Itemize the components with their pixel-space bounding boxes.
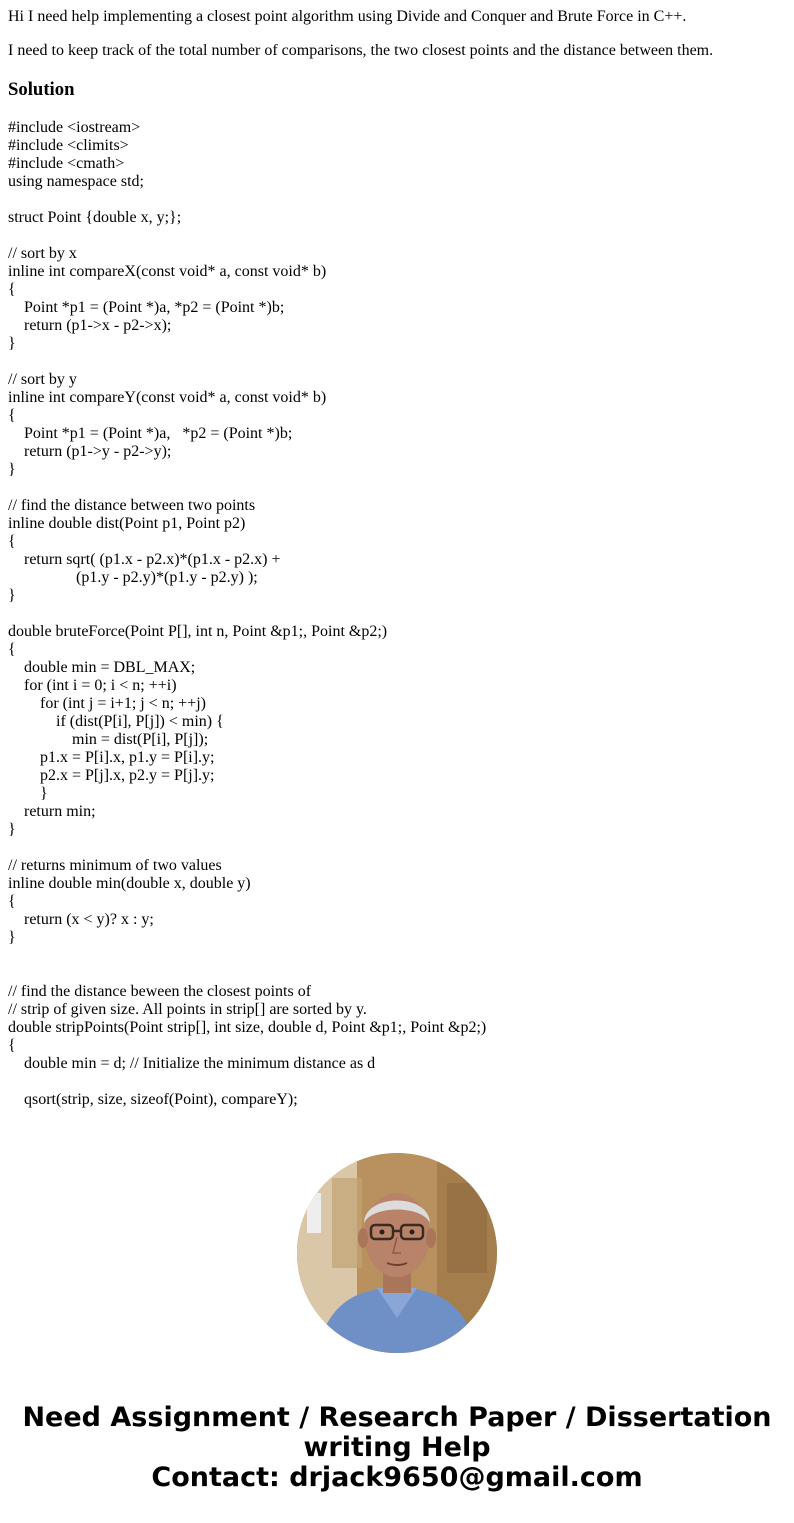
question-line-2: I need to keep track of the total number of comparisons, the two closest points and the distance between them.: [8, 42, 714, 59]
question-line-1: Hi I need help implementing a closest point algorithm using Divide and Conquer and Brute Force in C++.: [8, 8, 687, 25]
author-photo: [297, 1153, 497, 1353]
banner-line-3: Contact: drjack9650@gmail.com: [151, 1462, 643, 1493]
contact-banner: [0, 1403, 794, 1493]
solution-code-block: #include <iostream> #include <climits> #include <cmath> using namespace std; struct Point {double x, y;}; // sort by x inline int compareX(const void* a, const void* b) { Point *p1 = (Point *)a, *p2 = (Point *)b; return (p1->x - p2->x); } // sort by y inline int compareY(const void* a, const void* b) { Point *p1 = (Point *)a, *p2 = (Point *)b; return (p1->y - p2->y); } // find the distance between two points inline double dist(Point p1, Point p2) { return sqrt( (p1.x - p2.x)*(p1.x - p2.x) + (p1.y - p2.y)*(p1.y - p2.y) ); } double bruteForce(Point P[], int n, Point &p1;, Point &p2;) { double min = DBL_MAX; for (int i = 0; i < n; ++i) for (int j = i+1; j < n; ++j) if (dist(P[i], P[j]) < min) { min = dist(P[i], P[j]); p1.x = P[i].x, p1.y = P[i].y; p2.x = P[j].x, p2.y = P[j].y; } return min; } // returns minimum of two values inline double min(double x, double y) { return (x < y)? x : y; } // find the distance beween the closest points of // strip of given size. All points in strip[] are sorted by y. double stripPoints(Point strip[], int size, double d, Point &p1;, Point &p2;) { double min = d; // Initialize the minimum distance as d qsort(strip, size, sizeof(Point), compareY);: [8, 119, 487, 1108]
banner-line-2: writing Help: [303, 1432, 491, 1463]
solution-heading: Solution: [8, 79, 75, 100]
banner-line-1: Need Assignment / Research Paper / Dissertation: [22, 1402, 772, 1433]
author-portrait-icon: [297, 1153, 497, 1353]
